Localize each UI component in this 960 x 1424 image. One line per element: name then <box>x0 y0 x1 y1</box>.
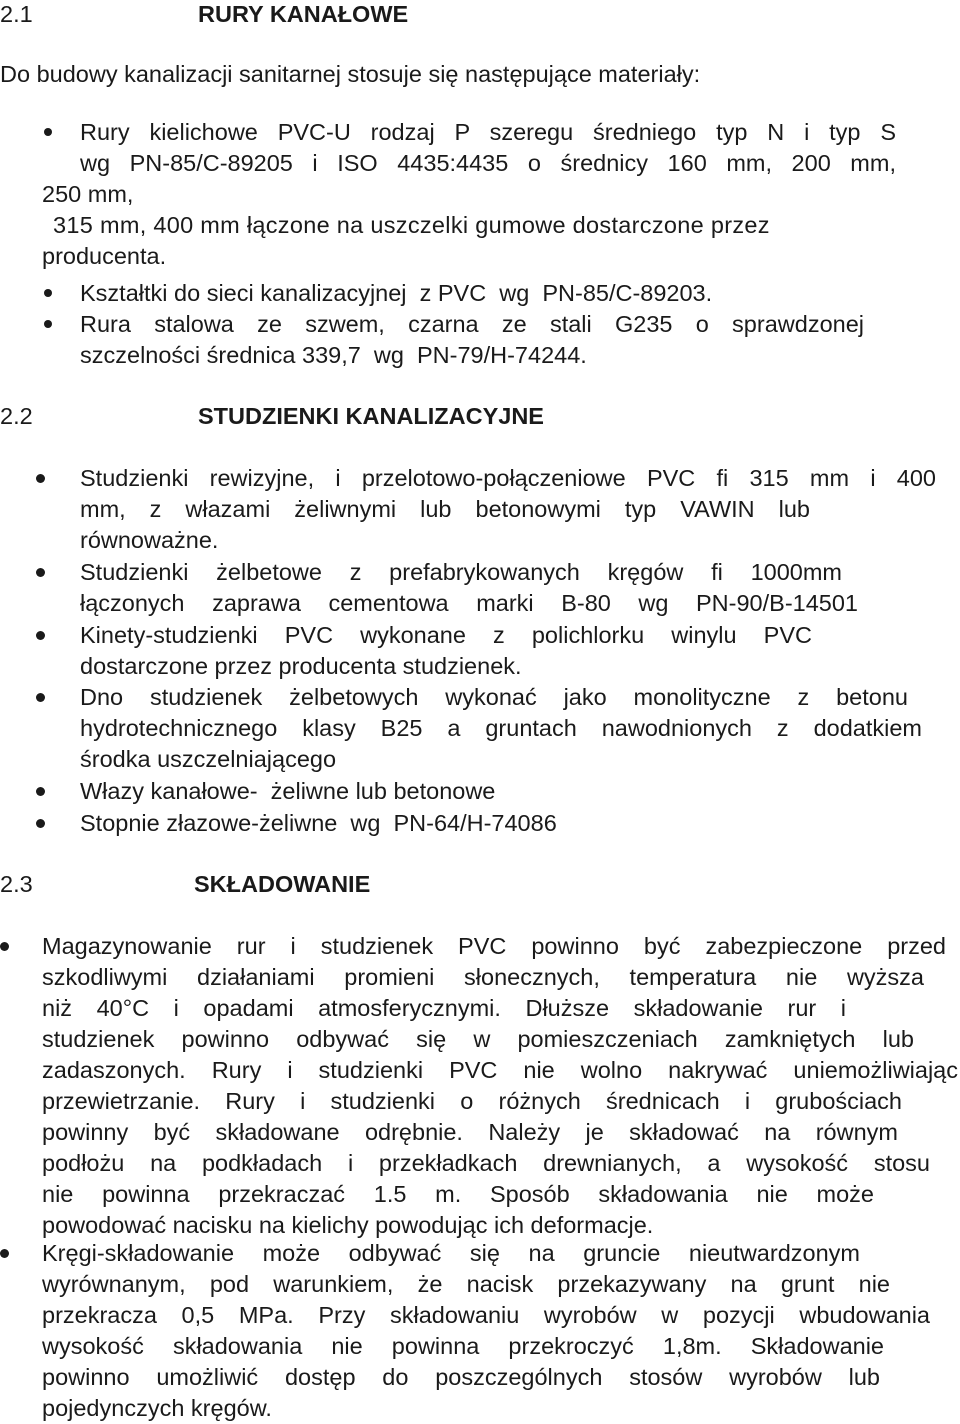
list-item-line: szczelności średnica 339,7 wg PN-79/H-74244. <box>80 342 587 368</box>
list-item-line: hydrotechnicznego klasy B25 a gruntach nawodnionych z dodatkiem <box>80 715 922 741</box>
list-item <box>42 931 958 1241</box>
list-item-line: wyrównanym, pod warunkiem, że nacisk przekazywany na grunt nie <box>42 1271 890 1297</box>
bullet-icon <box>0 942 9 951</box>
bullet-icon <box>36 787 45 796</box>
list-item-line: 315 mm, 400 mm łączone na uszczelki gumowe dostarczone przez <box>53 212 770 238</box>
list-item-line: wg PN-85/C-89205 i ISO 4435:4435 o średnicy 160 mm, 200 mm, <box>80 150 896 176</box>
list-item-line: Studzienki rewizyjne, i przelotowo-połączeniowe PVC fi 315 mm i 400 <box>80 465 936 491</box>
list-item-line: Studzienki żelbetowe z prefabrykowanych kręgów fi 1000mm <box>80 559 842 585</box>
list-item-line: producenta. <box>42 243 167 269</box>
list-item-line: Rury kielichowe PVC-U rodzaj P szeregu średniego typ N i typ S <box>80 119 896 145</box>
list-item <box>42 117 896 272</box>
list-item-line: szkodliwymi działaniami promieni słonecznych, temperatura nie wyższa <box>42 964 924 990</box>
list-item-line: powodować nacisku na kielichy powodując ich deformacje. <box>42 1212 654 1238</box>
list-item <box>80 682 922 775</box>
list-item <box>80 309 864 371</box>
list-item-line: dostarczone przez producenta studzienek. <box>80 653 522 679</box>
list-item-line: wysokość składowania nie powinna przekroczyć 1,8m. Składowanie <box>42 1333 884 1359</box>
list-item-line: pojedynczych kręgów. <box>42 1395 272 1421</box>
list-item-line: niż 40°C i opadami atmosferycznymi. Dłuższe składowanie rur i <box>42 995 846 1021</box>
list-item-line: mm, z włazami żeliwnymi lub betonowymi typ VAWIN lub <box>80 496 810 522</box>
bullet-icon <box>44 320 52 328</box>
list-item <box>80 620 812 682</box>
bullet-icon <box>36 568 45 577</box>
list-item-line: zadaszonych. Rury i studzienki PVC nie wolno nakrywać uniemożliwiając <box>42 1057 958 1083</box>
list-item-line: studzienek powinno odbywać się w pomieszczeniach zamkniętych lub <box>42 1026 914 1052</box>
list-item-line: łączonych zaprawa cementowa marki B-80 wg PN-90/B-14501 <box>80 590 858 616</box>
bullet-icon <box>36 474 45 483</box>
list-item-line: Dno studzienek żelbetowych wykonać jako monolityczne z betonu <box>80 684 908 710</box>
list-item-line: przekracza 0,5 MPa. Przy składowaniu wyrobów w pozycji wbudowania <box>42 1302 930 1328</box>
section-title: SKŁADOWANIE <box>194 871 371 897</box>
bullet-icon <box>36 819 45 828</box>
list-item-line: nie powinna przekraczać 1.5 m. Sposób składowania nie może <box>42 1181 874 1207</box>
bullet-icon <box>36 631 45 640</box>
list-item: Włazy kanałowe- żeliwne lub betonowe <box>80 778 496 804</box>
section-number: 2.2 <box>0 403 33 429</box>
section-title: RURY KANAŁOWE <box>198 1 409 27</box>
bullet-icon <box>44 289 52 297</box>
section-intro: Do budowy kanalizacji sanitarnej stosuje się następujące materiały: <box>0 61 701 87</box>
list-item <box>42 1238 930 1424</box>
list-item-line: 250 mm, <box>42 181 134 207</box>
list-item <box>80 463 936 556</box>
list-item-line: Kręgi-składowanie może odbywać się na gruncie nieutwardzonym <box>42 1240 860 1266</box>
list-item-line: środka uszczelniającego <box>80 746 337 772</box>
bullet-icon <box>0 1249 9 1258</box>
list-item-line: Magazynowanie rur i studzienek PVC powinno być zabezpieczone przed <box>42 933 946 959</box>
section-title: STUDZIENKI KANALIZACYJNE <box>198 403 544 429</box>
list-item-line: równoważne. <box>80 527 219 553</box>
section-number: 2.1 <box>0 1 33 27</box>
list-item-line: powinny być składowane odrębnie. Należy je składować na równym <box>42 1119 898 1145</box>
list-item: Stopnie złazowe-żeliwne wg PN-64/H-74086 <box>80 810 557 836</box>
list-item-line: Rura stalowa ze szwem, czarna ze stali G235 o sprawdzonej <box>80 311 864 337</box>
list-item-line: przewietrzanie. Rury i studzienki o różnych średnicach i grubościach <box>42 1088 902 1114</box>
list-item: Kształtki do sieci kanalizacyjnej z PVC wg PN-85/C-89203. <box>80 280 713 306</box>
list-item-line: powinno umożliwić dostęp do poszczególnych stosów wyrobów lub <box>42 1364 880 1390</box>
list-item-line: podłożu na podkładach i przekładkach drewnianych, a wysokość stosu <box>42 1150 930 1176</box>
section-number: 2.3 <box>0 871 33 897</box>
list-item <box>80 557 858 619</box>
list-item-line: Kinety-studzienki PVC wykonane z polichlorku winylu PVC <box>80 622 812 648</box>
bullet-icon <box>36 693 45 702</box>
